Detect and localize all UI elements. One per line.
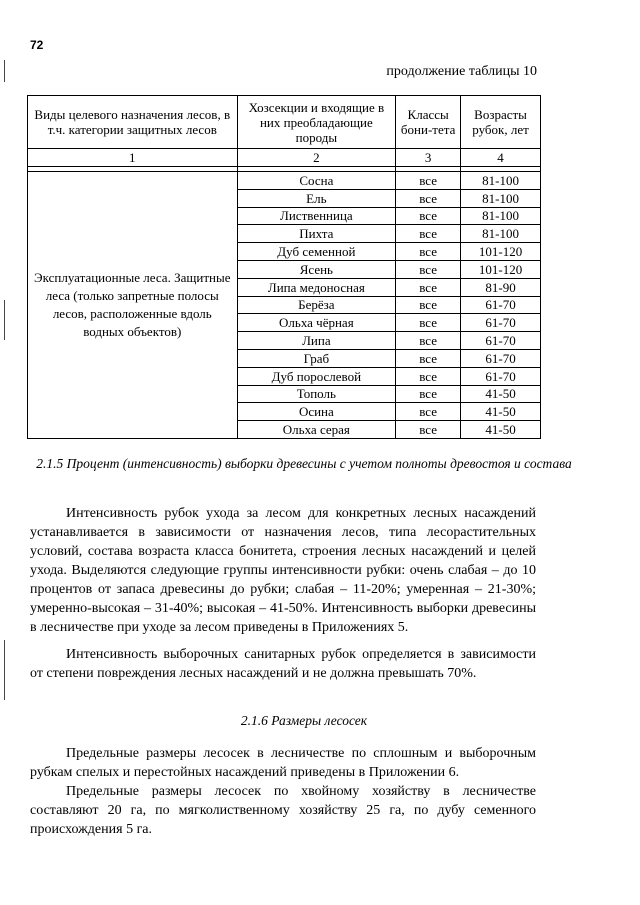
- species-cell: Тополь: [237, 385, 396, 403]
- class-cell: все: [396, 367, 461, 385]
- column-number: 2: [237, 149, 396, 167]
- class-cell: все: [396, 403, 461, 421]
- class-cell: все: [396, 296, 461, 314]
- table-header-row: [28, 96, 541, 149]
- species-cell: Ольха чёрная: [237, 314, 396, 332]
- species-cell: Дуб семенной: [237, 243, 396, 261]
- species-cell: Ель: [237, 189, 396, 207]
- class-cell: все: [396, 278, 461, 296]
- species-cell: Дуб порослевой: [237, 367, 396, 385]
- class-cell: все: [396, 421, 461, 439]
- table-continuation-label: продолжение таблицы 10: [386, 64, 537, 79]
- age-cell: 61-70: [461, 314, 541, 332]
- species-cell: Ольха серая: [237, 421, 396, 439]
- age-cell: 81-100: [461, 189, 541, 207]
- age-cell: 61-70: [461, 332, 541, 350]
- class-cell: все: [396, 332, 461, 350]
- column-number: 4: [461, 149, 541, 167]
- section-2-1-6-paragraph-2: Предельные размеры лесосек по хвойному хозяйству в лесничестве составляют 20 га, по мягколиственному хозяйству 25 га, по дубу семенного происхождения 5 га.: [30, 784, 536, 837]
- section-2-1-6-title: 2.1.6 Размеры лесосек: [240, 713, 368, 728]
- species-cell: Осина: [237, 403, 396, 421]
- page-number: 72: [30, 38, 44, 52]
- class-cell: все: [396, 207, 461, 225]
- age-cell: 81-100: [461, 172, 541, 190]
- age-cell: 101-120: [461, 243, 541, 261]
- class-cell: все: [396, 243, 461, 261]
- header-cell: Возрасты рубок, лет: [461, 96, 541, 149]
- class-cell: все: [396, 349, 461, 367]
- species-cell: Ясень: [237, 260, 396, 278]
- age-cell: 41-50: [461, 385, 541, 403]
- scan-edge-mark: [4, 60, 5, 82]
- species-cell: Берёза: [237, 296, 396, 314]
- age-cell: 61-70: [461, 349, 541, 367]
- column-number: 1: [28, 149, 238, 167]
- scan-edge-mark: [4, 300, 5, 340]
- age-cell: 41-50: [461, 421, 541, 439]
- column-number-row: [28, 149, 541, 167]
- class-cell: все: [396, 314, 461, 332]
- age-cell: 61-70: [461, 296, 541, 314]
- scan-edge-mark: [4, 640, 5, 700]
- species-cell: Лиственница: [237, 207, 396, 225]
- age-cell: 81-100: [461, 225, 541, 243]
- header-cell: Классы бони-тета: [396, 96, 461, 149]
- age-cell: 81-90: [461, 278, 541, 296]
- section-2-1-6-paragraph-1: Предельные размеры лесосек в лесничестве по сплошным и выборочным рубкам спелых и перестойных насаждений приведены в Приложении 6.: [30, 746, 536, 780]
- species-cell: Липа: [237, 332, 396, 350]
- section-2-1-5-paragraph-1: Интенсивность рубок ухода за лесом для конкретных лесных насаждений устанавливается в зависимости от назначения лесов, типа лесорастительных условий, состава возраста класса бонитета, строения лесных насаждений и целей ухода. Выделяются следующие группы интенсивности рубки: очень слабая – до 10 процентов от запаса древесины до рубки; слабая – 11-20%; умеренная – 21-30%; умеренно-высокая – 31-40%; высокая – 41-50%. Интенсивность выборки древесины в лесничестве при уходе за лесом приведены в Приложениях 5.: [30, 506, 536, 635]
- header-cell: Виды целевого назначения лесов, в т.ч. категории защитных лесов: [28, 96, 238, 149]
- table-row: [28, 172, 541, 190]
- species-cell: Граб: [237, 349, 396, 367]
- class-cell: все: [396, 189, 461, 207]
- class-cell: все: [396, 172, 461, 190]
- class-cell: все: [396, 385, 461, 403]
- felling-age-table: [27, 95, 541, 439]
- age-cell: 81-100: [461, 207, 541, 225]
- section-2-1-5-paragraph-2: Интенсивность выборочных санитарных рубок определяется в зависимости от степени повреждения лесных насаждений и не должна превышать 70%.: [30, 647, 536, 681]
- species-cell: Пихта: [237, 225, 396, 243]
- column-number: 3: [396, 149, 461, 167]
- header-cell: Хозсекции и входящие в них преобладающие породы: [237, 96, 396, 149]
- species-cell: Сосна: [237, 172, 396, 190]
- age-cell: 101-120: [461, 260, 541, 278]
- class-cell: все: [396, 225, 461, 243]
- section-2-1-5-title: 2.1.5 Процент (интенсивность) выборки древесины с учетом полноты древостоя и состава: [36, 456, 572, 471]
- age-cell: 61-70: [461, 367, 541, 385]
- forest-purpose-group-cell: Эксплуатационные леса. Защитные леса (только запретные полосы лесов, расположенные вдоль водных объектов): [28, 172, 238, 439]
- age-cell: 41-50: [461, 403, 541, 421]
- species-cell: Липа медоносная: [237, 278, 396, 296]
- class-cell: все: [396, 260, 461, 278]
